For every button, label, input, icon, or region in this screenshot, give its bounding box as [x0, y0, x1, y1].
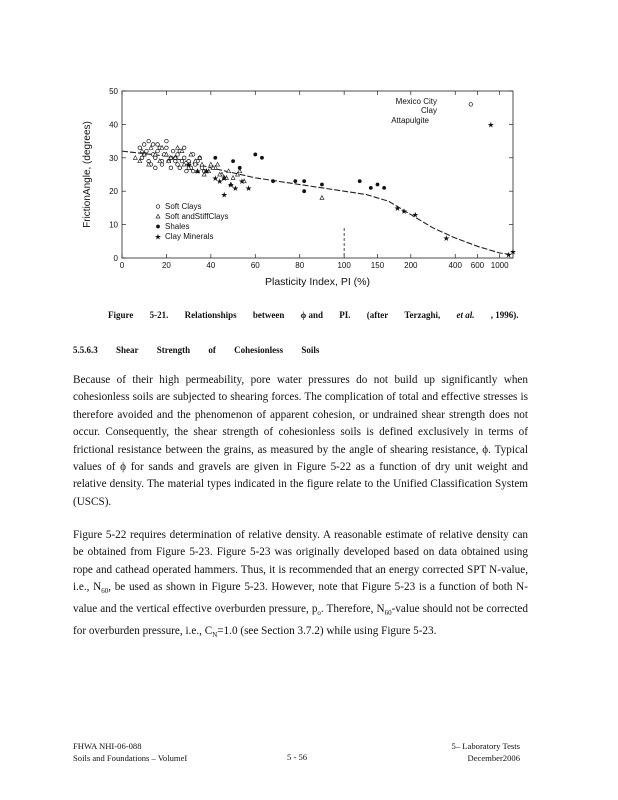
- data-point: [271, 179, 275, 183]
- footer-date: December2006: [467, 753, 520, 763]
- data-point: [293, 179, 297, 183]
- data-point: ★: [400, 207, 408, 217]
- y-tick-label: 20: [109, 187, 118, 197]
- data-point: [165, 139, 169, 143]
- heading-word: of: [208, 345, 216, 355]
- footer-right: [440, 740, 520, 764]
- data-point: [169, 166, 173, 170]
- section-number: 5.5.6.3: [73, 345, 98, 355]
- data-point: [133, 156, 137, 160]
- figure-caption: [108, 310, 533, 320]
- data-point: [209, 162, 213, 166]
- data-point: [469, 103, 473, 107]
- data-point: [171, 149, 175, 153]
- x-tick-label: 600: [470, 261, 485, 270]
- caption-part: PI.: [339, 310, 351, 320]
- data-point: [156, 143, 160, 147]
- body-paragraph: [73, 527, 528, 644]
- data-point: [140, 156, 144, 160]
- paragraph-text: -value should not be corrected for overburden pressure, i.e., C: [73, 602, 528, 637]
- data-point: [176, 153, 180, 157]
- legend-marker: [156, 214, 160, 218]
- data-point: [231, 176, 235, 180]
- y-tick-label: 30: [109, 153, 118, 163]
- subscript: 60: [384, 609, 392, 618]
- annotation-label: Attapulgite: [391, 116, 429, 125]
- data-point: ★: [185, 160, 193, 170]
- y-axis-label: FrictionAngle, (degrees): [82, 121, 93, 228]
- data-point: [216, 162, 220, 166]
- caption-part: 5-21.: [149, 310, 169, 320]
- body-paragraph: Because of their high permeability, pore water pressures do not build up significantly when cohesionless soils are subjected to shearing forces. The complication of total and effective stresses is therefore avoided and the phenomenon of apparent cohesion, or undrained shear strength does not occur. Consequently, the shear strength of cohesionless soils is defined exclusively in terms of frictional resistance between the grains, as measured by the angle of shearing resistance, ϕ. Typical values of ϕ for sands and gravels are given in Figure 5-22 as a function of dry unit weight and relative density. The material types indicated in the figure relate to the Unified Classification System (USCS).: [73, 374, 528, 508]
- data-point: [154, 156, 158, 160]
- data-point: [302, 189, 306, 193]
- caption-part: et al.: [456, 310, 475, 320]
- heading-word: Soils: [301, 345, 320, 355]
- legend-label: Soft andStiffClays: [165, 212, 229, 221]
- legend-marker: [156, 225, 160, 229]
- legend-label: Shales: [165, 222, 190, 231]
- data-point: ★: [220, 173, 228, 183]
- paragraph-text: , be used as shown in Figure 5-23. However, note that Figure 5-23 is a function of both N-value and the vertical effective overburden pressure, p: [73, 581, 528, 615]
- footer-doc-title: Soils and Foundations – VolumeI: [73, 753, 188, 763]
- x-tick-label: 0: [119, 261, 125, 270]
- y-tick-label: 0: [113, 254, 118, 263]
- data-point: [156, 149, 160, 153]
- annotation-label: Clay: [420, 106, 437, 115]
- caption-part: (after: [366, 310, 389, 320]
- data-point: [253, 153, 257, 157]
- data-point: [185, 169, 189, 173]
- data-point: ★: [509, 247, 517, 257]
- subscript: o: [317, 609, 321, 618]
- caption-part: , 1996).: [490, 310, 519, 320]
- data-point: [138, 146, 142, 150]
- data-point: [231, 159, 235, 163]
- data-point: [320, 196, 324, 200]
- data-point: [227, 169, 231, 173]
- data-point: [302, 179, 306, 183]
- data-point: [176, 163, 180, 167]
- data-point: ★: [220, 190, 228, 200]
- data-point: [213, 156, 217, 160]
- data-point: ★: [504, 250, 513, 260]
- caption-part: Terzaghi,: [404, 310, 441, 320]
- footer-doc-id: FHWA NHI-06-088: [73, 741, 142, 751]
- section-heading: [73, 345, 335, 355]
- page-number: 5 - 56: [287, 752, 308, 762]
- data-point: [142, 143, 146, 147]
- data-point: ★: [411, 210, 419, 220]
- data-point: ★: [231, 183, 239, 193]
- x-tick-label: 1000: [490, 261, 509, 270]
- data-point: [238, 166, 242, 170]
- data-point: [358, 179, 362, 183]
- data-point: [382, 186, 386, 190]
- data-point: ★: [393, 203, 402, 213]
- caption-part: Relationships: [184, 310, 237, 320]
- data-point: [194, 163, 198, 167]
- data-point: ★: [227, 180, 235, 190]
- data-point: [376, 183, 380, 187]
- x-tick-label: 20: [161, 261, 171, 270]
- caption-part: between: [252, 310, 285, 320]
- footer-left: [73, 740, 187, 764]
- data-point: [145, 149, 149, 153]
- data-point: [165, 146, 169, 150]
- x-tick-label: 400: [448, 261, 462, 270]
- heading-word: Shear: [116, 345, 139, 355]
- y-tick-label: 10: [109, 220, 118, 230]
- data-point: [182, 156, 186, 160]
- caption-part: ϕ and: [300, 310, 323, 320]
- x-tick-label: 80: [295, 261, 305, 270]
- legend-marker: [156, 205, 160, 209]
- data-point: ★: [211, 173, 219, 183]
- data-point: ★: [442, 233, 450, 243]
- heading-word: Strength: [156, 345, 191, 355]
- x-axis-label: Plasticity Index, PI (%): [264, 276, 371, 288]
- legend-marker: ★: [154, 232, 162, 242]
- friction-angle-chart: [70, 82, 540, 294]
- data-point: [151, 143, 155, 147]
- data-point: [260, 156, 264, 160]
- x-tick-label: 60: [250, 261, 260, 270]
- data-point: ★: [202, 167, 211, 177]
- footer-chapter: 5– Laboratory Tests: [451, 741, 520, 751]
- subscript: 60: [101, 587, 109, 596]
- caption-part: Figure: [108, 310, 134, 320]
- data-point: ★: [487, 120, 495, 130]
- data-point: [176, 146, 180, 150]
- data-point: [182, 146, 186, 150]
- data-point: [200, 162, 204, 166]
- data-point: [147, 139, 151, 143]
- paragraph-text: . Therefore, N: [320, 602, 385, 615]
- data-point: ★: [238, 177, 246, 187]
- legend-label: Soft Clays: [165, 202, 202, 211]
- annotation-label: Mexico City: [395, 97, 437, 106]
- data-point: ★: [245, 183, 253, 193]
- data-point: [154, 166, 158, 170]
- x-tick-label: 40: [206, 261, 216, 270]
- paragraph-text: =1.0 (see Section 3.7.2) while using Figure 5-23.: [217, 624, 437, 637]
- data-point: [369, 186, 373, 190]
- y-tick-label: 40: [109, 120, 118, 130]
- subscript: N: [212, 630, 218, 639]
- legend-label: Clay Minerals: [165, 232, 214, 241]
- data-point: ★: [216, 177, 224, 187]
- data-point: ★: [193, 167, 202, 177]
- data-point: [178, 166, 182, 170]
- x-tick-label: 150: [370, 261, 385, 270]
- y-tick-label: 50: [109, 87, 118, 96]
- data-point: [180, 159, 184, 163]
- paragraph-text: Figure 5-22 requires determination of relative density. A reasonable estimate of relative density can be obtained from Figure 5-23. Figure 5-23 was originally developed based on data obtained using rope and cathead operated hammers. Thus, it is recommended that an energy corrected SPT N-value, i.e., N: [73, 529, 528, 594]
- heading-word: Cohesionless: [234, 345, 284, 355]
- data-point: [320, 183, 324, 187]
- x-tick-label: 100: [337, 261, 351, 270]
- x-tick-label: 200: [404, 261, 418, 270]
